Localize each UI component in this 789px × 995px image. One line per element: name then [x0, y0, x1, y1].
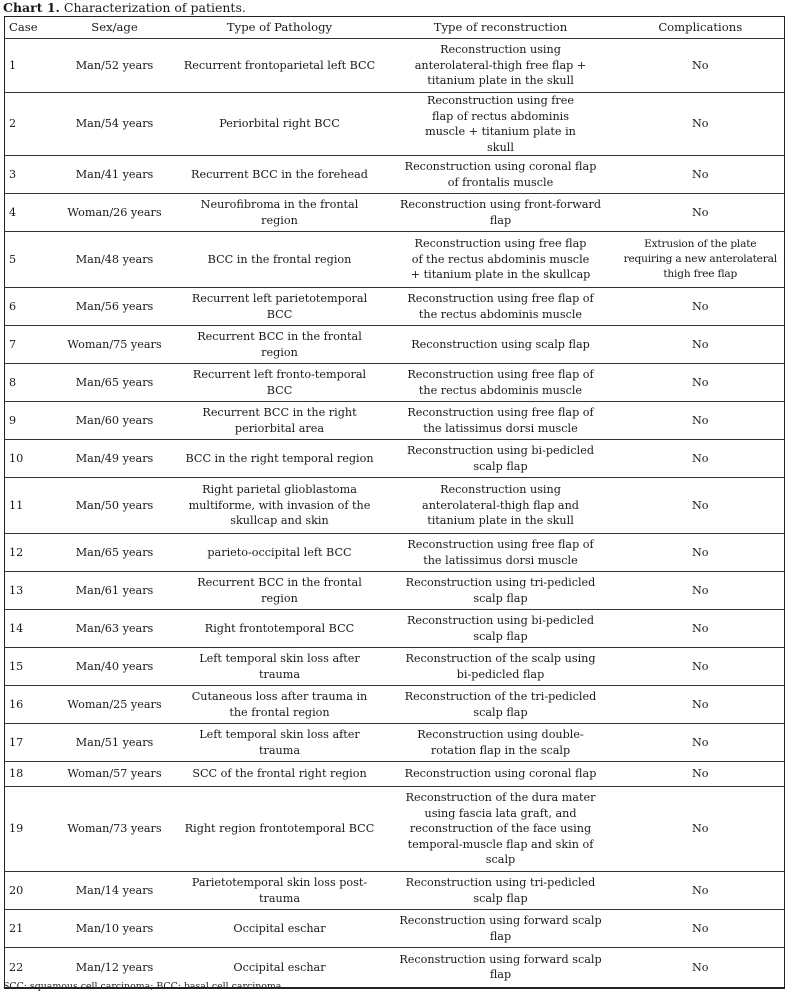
cell-reconstruction: [385, 364, 617, 402]
cell-case: [5, 93, 55, 156]
cell-pathology-text: Recurrent left fronto-temporal BCC: [192, 368, 367, 397]
cell-case-text: 19: [9, 822, 24, 836]
cell-complications-text: No: [691, 167, 709, 181]
table-row: [5, 440, 785, 478]
cell-pathology: [175, 872, 385, 910]
table-row: [5, 610, 785, 648]
cell-sex-age-text: Man/65 years: [75, 375, 154, 389]
cell-case: [5, 910, 55, 948]
cell-case-text: 15: [9, 659, 24, 673]
cell-complications-text: No: [691, 413, 709, 427]
cell-pathology: [175, 610, 385, 648]
cell-pathology-text: BCC in the right temporal region: [185, 451, 374, 465]
cell-complications-text: No: [691, 822, 709, 836]
cell-complications: [617, 872, 785, 910]
cell-complications: [617, 910, 785, 948]
cell-complications-text: No: [691, 337, 709, 351]
cell-pathology: [175, 39, 385, 93]
cell-sex-age: [55, 288, 175, 326]
cell-reconstruction: [385, 872, 617, 910]
cell-complications: [617, 194, 785, 232]
cell-reconstruction-text: Reconstruction using coronal flap: [404, 767, 597, 781]
cell-reconstruction: [385, 402, 617, 440]
cell-case-text: 9: [9, 413, 17, 427]
table-row: [5, 364, 785, 402]
cell-sex-age-text: Man/56 years: [75, 299, 154, 313]
cell-case: [5, 402, 55, 440]
cell-sex-age-text: Woman/57 years: [67, 767, 162, 781]
cell-sex-age-text: Man/49 years: [75, 451, 154, 465]
table-row: [5, 478, 785, 534]
cell-complications-text: No: [691, 659, 709, 673]
cell-sex-age: [55, 572, 175, 610]
cell-reconstruction: [385, 39, 617, 93]
cell-complications-text: No: [691, 58, 709, 72]
cell-reconstruction: [385, 787, 617, 872]
table-header-row: [5, 17, 785, 39]
cell-sex-age: [55, 910, 175, 948]
cell-complications-text: No: [691, 735, 709, 749]
cell-reconstruction-text: Reconstruction using tri-pedicled scalp flap: [405, 576, 596, 605]
cell-pathology: [175, 326, 385, 364]
cell-case-text: 1: [9, 58, 17, 72]
cell-complications-text: No: [691, 767, 709, 781]
cell-pathology: [175, 478, 385, 534]
cell-case-text: 4: [9, 205, 17, 219]
cell-reconstruction-text: Reconstruction using free flap of the latissimus dorsi muscle: [407, 538, 594, 567]
table-row: [5, 762, 785, 787]
cell-case: [5, 610, 55, 648]
cell-complications-text: No: [691, 960, 709, 974]
cell-reconstruction: [385, 610, 617, 648]
table-caption: [3, 0, 246, 16]
cell-complications: [617, 156, 785, 194]
cell-sex-age-text: Man/48 years: [75, 252, 154, 266]
cell-case: [5, 572, 55, 610]
cell-case: [5, 762, 55, 787]
cell-case-text: 16: [9, 697, 24, 711]
cell-pathology-text: Right parietal glioblastoma multiforme, with invasion of the skullcap and skin: [188, 483, 371, 528]
cell-sex-age: [55, 440, 175, 478]
cell-reconstruction: [385, 93, 617, 156]
cell-sex-age-text: Woman/73 years: [67, 822, 162, 836]
cell-case-text: 8: [9, 375, 17, 389]
cell-reconstruction: [385, 910, 617, 948]
cell-pathology: [175, 686, 385, 724]
cell-sex-age: [55, 787, 175, 872]
cell-reconstruction: [385, 648, 617, 686]
cell-pathology-text: Periorbital right BCC: [219, 117, 340, 131]
cell-pathology: [175, 534, 385, 572]
cell-complications-text: No: [691, 583, 709, 597]
cell-reconstruction-text: Reconstruction using forward scalp flap: [399, 952, 602, 982]
cell-case: [5, 534, 55, 572]
cell-case: [5, 39, 55, 93]
cell-sex-age: [55, 686, 175, 724]
cell-sex-age-text: Man/54 years: [75, 117, 154, 131]
cell-pathology-text: Occipital eschar: [233, 960, 326, 974]
cell-pathology-text: Cutaneous loss after trauma in the frontal region: [191, 690, 368, 719]
table-row: [5, 534, 785, 572]
cell-case-text: 5: [9, 252, 17, 266]
cell-case-text: 17: [9, 735, 24, 749]
cell-case: [5, 364, 55, 402]
cell-sex-age: [55, 402, 175, 440]
cell-pathology: [175, 724, 385, 762]
cell-reconstruction: [385, 534, 617, 572]
cell-sex-age: [55, 762, 175, 787]
cell-pathology-text: Recurrent BCC in the right periorbital area: [202, 406, 357, 435]
cell-complications: [617, 93, 785, 156]
table-row: [5, 648, 785, 686]
cell-pathology-text: Recurrent left parietotemporal BCC: [191, 292, 368, 321]
cell-case: [5, 872, 55, 910]
table-row: [5, 402, 785, 440]
cell-reconstruction: [385, 194, 617, 232]
cell-complications-text: No: [691, 299, 709, 313]
cell-sex-age-text: Man/50 years: [75, 498, 154, 512]
cell-complications: [617, 572, 785, 610]
cell-sex-age: [55, 724, 175, 762]
cell-pathology: [175, 648, 385, 686]
cell-reconstruction-text: Reconstruction using free flap of the rectus abdominis muscle: [407, 292, 594, 321]
table-row: [5, 787, 785, 872]
cell-sex-age: [55, 194, 175, 232]
cell-pathology: [175, 572, 385, 610]
cell-complications: [617, 440, 785, 478]
cell-case: [5, 440, 55, 478]
cell-pathology: [175, 402, 385, 440]
cell-reconstruction-text: Reconstruction using free flap of rectus abdominis muscle + titanium plate in skull: [425, 94, 576, 154]
cell-reconstruction-text: Reconstruction using anterolateral-thigh free flap + titanium plate in the skull: [414, 43, 587, 88]
cell-reconstruction-text: Reconstruction using front-forward flap: [399, 198, 601, 227]
cell-reconstruction-text: Reconstruction of the tri-pedicled scalp flap: [404, 690, 597, 719]
cell-reconstruction-text: Reconstruction of the scalp using bi-pedicled flap: [405, 652, 596, 681]
cell-sex-age: [55, 534, 175, 572]
cell-pathology-text: Left temporal skin loss after trauma: [199, 728, 360, 757]
patients-table: [4, 16, 785, 989]
header-sex-age: Sex/age: [55, 17, 175, 39]
cell-complications-text: No: [691, 921, 709, 935]
cell-sex-age-text: Man/65 years: [75, 545, 154, 559]
cell-sex-age-text: Man/10 years: [75, 921, 154, 935]
cell-sex-age: [55, 478, 175, 534]
cell-reconstruction: [385, 948, 617, 988]
cell-reconstruction-text: Reconstruction using forward scalp flap: [399, 914, 602, 943]
cell-pathology-text: SCC of the frontal right region: [192, 767, 367, 781]
cell-complications-text: No: [691, 498, 709, 512]
cell-reconstruction-text: Reconstruction of the dura mater using fascia lata graft, and reconstruction of the face using temporal-muscle flap and skin of scalp: [405, 791, 596, 867]
cell-complications: [617, 686, 785, 724]
cell-reconstruction-text: Reconstruction using tri-pedicled scalp flap: [405, 876, 596, 905]
table-row: [5, 872, 785, 910]
cell-pathology-text: BCC in the frontal region: [207, 252, 352, 266]
cell-pathology: [175, 440, 385, 478]
cell-complications: [617, 232, 785, 288]
cell-sex-age-text: Man/61 years: [75, 583, 154, 597]
cell-reconstruction: [385, 288, 617, 326]
cell-case-text: 13: [9, 583, 24, 597]
header-complications: Complications: [617, 17, 785, 39]
cell-reconstruction: [385, 156, 617, 194]
cell-pathology: [175, 93, 385, 156]
cell-sex-age: [55, 232, 175, 288]
table-row: [5, 39, 785, 93]
cell-sex-age-text: Man/52 years: [75, 58, 154, 72]
cell-reconstruction-text: Reconstruction using bi-pedicled scalp flap: [407, 614, 594, 643]
cell-pathology: [175, 232, 385, 288]
cell-case-text: 14: [9, 621, 24, 635]
table-row: [5, 232, 785, 288]
cell-pathology-text: Right region frontotemporal BCC: [184, 822, 375, 836]
cell-pathology: [175, 194, 385, 232]
cell-sex-age: [55, 610, 175, 648]
cell-pathology-text: Recurrent BCC in the frontal region: [197, 576, 362, 605]
table-row: [5, 156, 785, 194]
cell-complications-text: No: [691, 375, 709, 389]
cell-reconstruction-text: Reconstruction using scalp flap: [411, 337, 590, 351]
cell-case-text: 2: [9, 117, 17, 131]
cell-complications: [617, 610, 785, 648]
cell-pathology-text: Left temporal skin loss after trauma: [199, 652, 360, 681]
table-row: [5, 288, 785, 326]
cell-pathology-text: Recurrent frontoparietal left BCC: [183, 58, 376, 72]
cell-complications-text: Extrusion of the plate requiring a new anterolateral thigh free flap: [623, 238, 777, 280]
cell-pathology-text: Recurrent BCC in the forehead: [191, 167, 368, 181]
cell-pathology-text: Neurofibroma in the frontal region: [200, 198, 359, 227]
cell-case-text: 20: [9, 883, 24, 897]
cell-reconstruction-text: Reconstruction using double-rotation flap in the scalp: [417, 728, 584, 757]
cell-sex-age: [55, 326, 175, 364]
cell-case: [5, 194, 55, 232]
cell-case-text: 22: [9, 960, 24, 974]
cell-sex-age-text: Woman/25 years: [67, 697, 162, 711]
cell-case-text: 11: [9, 498, 24, 512]
cell-complications: [617, 478, 785, 534]
cell-sex-age-text: Man/41 years: [75, 167, 154, 181]
cell-complications-text: No: [691, 697, 709, 711]
cell-complications: [617, 364, 785, 402]
header-reconstruction: Type of reconstruction: [385, 17, 617, 39]
cell-pathology-text: Occipital eschar: [233, 921, 326, 935]
cell-case: [5, 232, 55, 288]
table-row: [5, 326, 785, 364]
cell-sex-age: [55, 872, 175, 910]
cell-pathology-text: Recurrent BCC in the frontal region: [197, 330, 362, 359]
cell-complications-text: No: [691, 451, 709, 465]
cell-sex-age-text: Woman/26 years: [67, 205, 162, 219]
cell-complications: [617, 724, 785, 762]
cell-sex-age: [55, 648, 175, 686]
cell-case: [5, 648, 55, 686]
cell-reconstruction: [385, 326, 617, 364]
cell-sex-age: [55, 93, 175, 156]
cell-complications: [617, 288, 785, 326]
cell-complications-text: No: [691, 545, 709, 559]
cell-case-text: 12: [9, 545, 24, 559]
cell-complications: [617, 326, 785, 364]
cell-sex-age-text: Woman/75 years: [67, 337, 162, 351]
cell-complications: [617, 402, 785, 440]
header-pathology: Type of Pathology: [175, 17, 385, 39]
caption-label: Chart 1.: [3, 0, 60, 15]
cell-complications: [617, 948, 785, 988]
cell-reconstruction-text: Reconstruction using coronal flap of frontalis muscle: [404, 160, 597, 189]
cell-pathology: [175, 364, 385, 402]
cell-pathology: [175, 156, 385, 194]
cell-reconstruction-text: Reconstruction using anterolateral-thigh flap and titanium plate in the skull: [422, 483, 579, 528]
cell-case: [5, 156, 55, 194]
cell-reconstruction: [385, 572, 617, 610]
cell-pathology: [175, 288, 385, 326]
cell-complications: [617, 787, 785, 872]
table-row: [5, 724, 785, 762]
cell-sex-age-text: Man/14 years: [75, 883, 154, 897]
cell-reconstruction: [385, 232, 617, 288]
table-row: [5, 194, 785, 232]
cell-reconstruction-text: Reconstruction using free flap of the rectus abdominis muscle: [407, 368, 594, 397]
cell-reconstruction-text: Reconstruction using free flap of the rectus abdominis muscle + titanium plate in the skullcap: [410, 237, 591, 282]
cell-complications: [617, 39, 785, 93]
cell-sex-age: [55, 156, 175, 194]
cell-case: [5, 787, 55, 872]
cell-complications-text: No: [691, 117, 709, 131]
cell-sex-age-text: Man/63 years: [75, 621, 154, 635]
table-row: [5, 93, 785, 156]
cell-sex-age: [55, 364, 175, 402]
cell-complications-text: No: [691, 205, 709, 219]
cell-reconstruction: [385, 762, 617, 787]
cell-reconstruction: [385, 724, 617, 762]
cell-complications-text: No: [691, 621, 709, 635]
cell-reconstruction: [385, 686, 617, 724]
cell-pathology: [175, 910, 385, 948]
cell-reconstruction-text: Reconstruction using bi-pedicled scalp flap: [407, 444, 594, 473]
cell-reconstruction: [385, 478, 617, 534]
table-row: [5, 910, 785, 948]
cell-case: [5, 686, 55, 724]
cell-case-text: 3: [9, 167, 17, 181]
cell-pathology: [175, 787, 385, 872]
cell-case-text: 18: [9, 767, 24, 781]
cell-sex-age-text: Man/40 years: [75, 659, 154, 673]
cell-case-text: 21: [9, 921, 24, 935]
cell-complications: [617, 648, 785, 686]
cell-case: [5, 288, 55, 326]
cell-sex-age-text: Man/60 years: [75, 413, 154, 427]
cell-pathology-text: Right frontotemporal BCC: [204, 621, 355, 635]
cell-pathology: [175, 762, 385, 787]
cell-sex-age-text: Man/51 years: [75, 735, 154, 749]
cell-sex-age: [55, 39, 175, 93]
caption-title: Characterization of patients.: [59, 0, 246, 15]
cell-case: [5, 326, 55, 364]
cell-pathology-text: parieto-occipital left BCC: [207, 545, 352, 559]
cell-complications: [617, 534, 785, 572]
cell-pathology-text: Parietotemporal skin loss post-trauma: [191, 876, 368, 905]
table-footnote: SCC: squamous cell carcinoma; BCC: basal cell carcinoma.: [3, 981, 285, 992]
table-row: [5, 572, 785, 610]
cell-case: [5, 724, 55, 762]
cell-reconstruction: [385, 440, 617, 478]
cell-case: [5, 478, 55, 534]
cell-case-text: 10: [9, 451, 24, 465]
cell-complications: [617, 762, 785, 787]
cell-sex-age-text: Man/12 years: [75, 960, 154, 974]
cell-complications-text: No: [691, 883, 709, 897]
table-row: [5, 686, 785, 724]
cell-case-text: 7: [9, 337, 17, 351]
cell-reconstruction-text: Reconstruction using free flap of the latissimus dorsi muscle: [407, 406, 594, 435]
cell-case-text: 6: [9, 299, 17, 313]
header-case: Case: [5, 17, 55, 39]
